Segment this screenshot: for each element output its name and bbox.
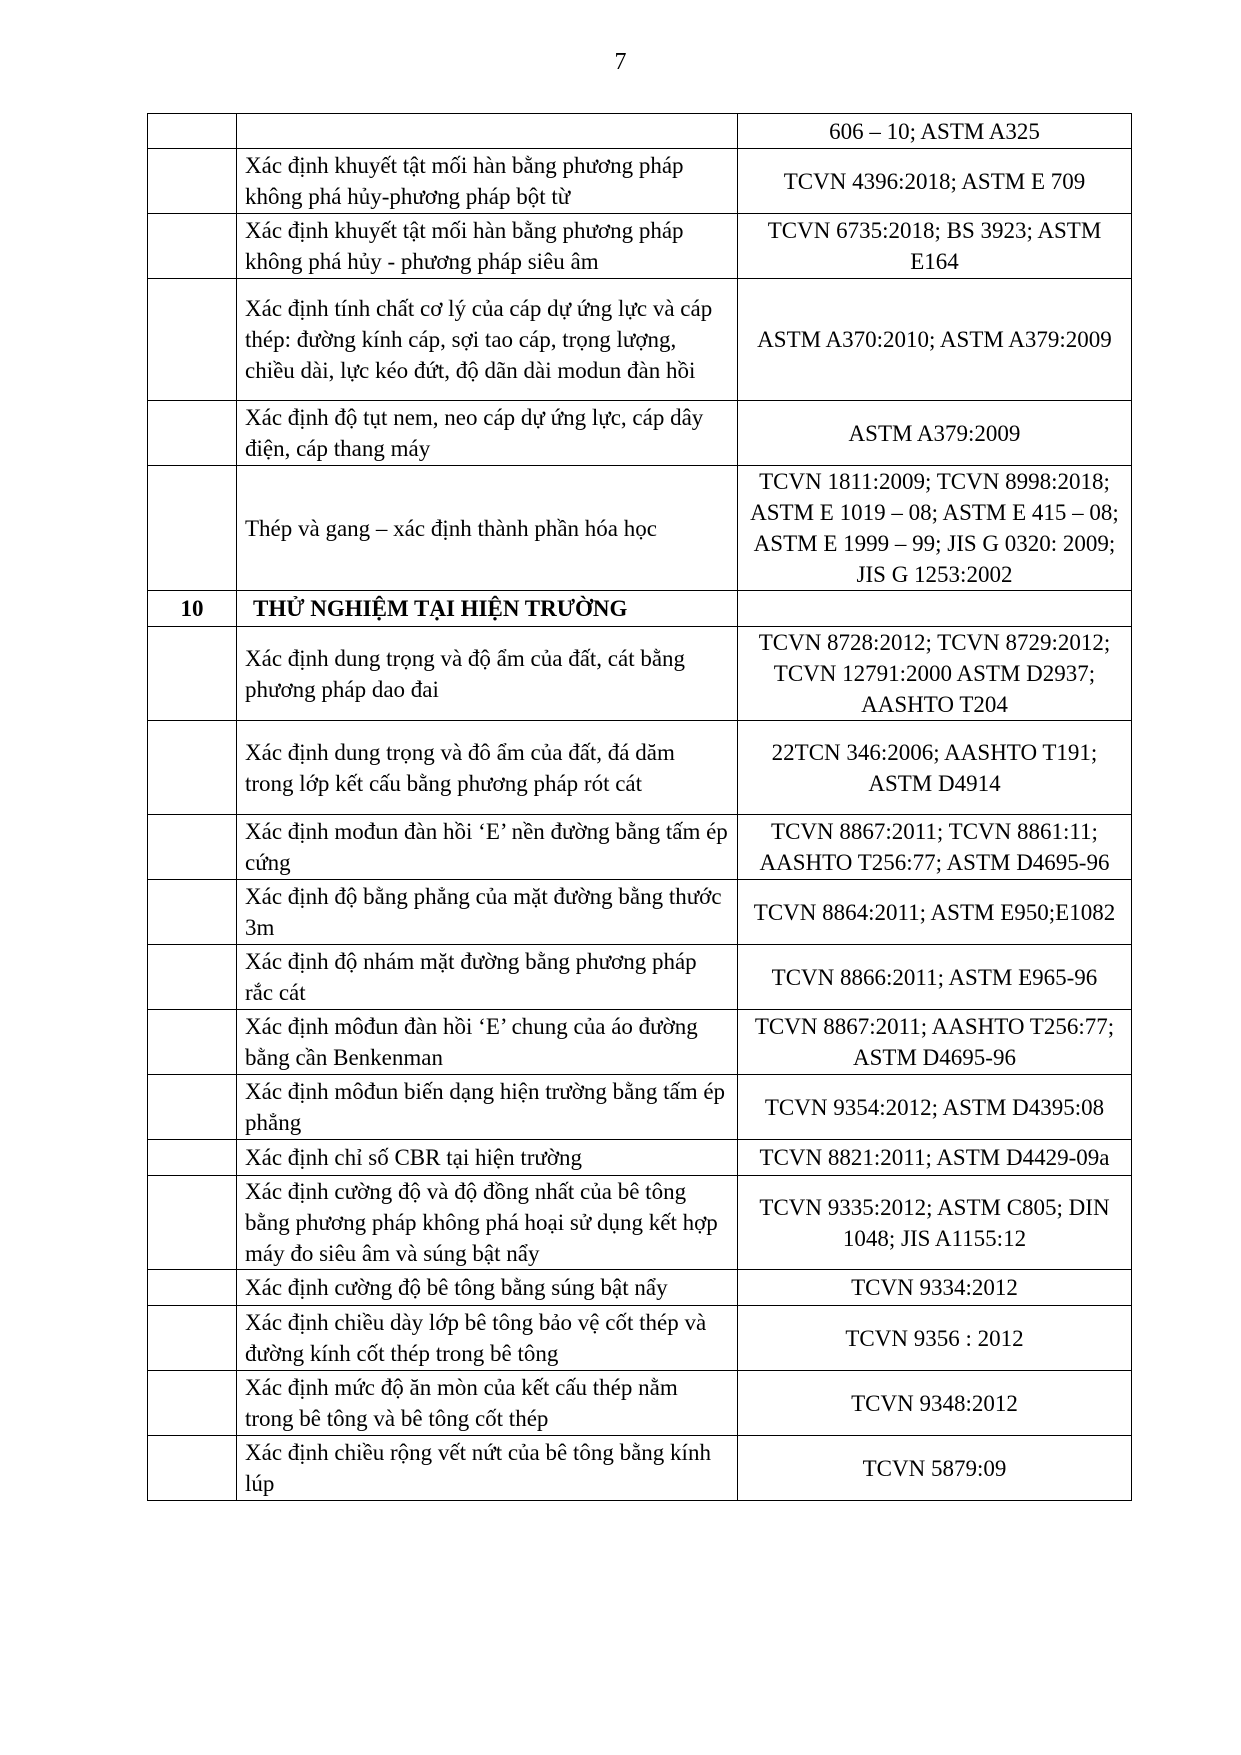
row-number-cell: [148, 815, 237, 880]
test-name-cell: Xác định mođun đàn hồi ‘E’ nền đường bằng tấm ép cứng: [237, 815, 738, 880]
standard-cell: TCVN 1811:2009; TCVN 8998:2018; ASTM E 1019 – 08; ASTM E 415 – 08; ASTM E 1999 – 99; JIS G 0320: 2009; JIS G 1253:2002: [738, 466, 1132, 591]
standard-cell: 606 – 10; ASTM A325: [738, 114, 1132, 149]
row-number-cell: [148, 466, 237, 591]
table-row: [148, 279, 1132, 401]
standard-cell: TCVN 5879:09: [738, 1436, 1132, 1501]
test-name-cell: Xác định độ tụt nem, neo cáp dự ứng lực, cáp dây điện, cáp thang máy: [237, 401, 738, 466]
row-number-cell: [148, 1075, 237, 1140]
standard-cell: TCVN 9354:2012; ASTM D4395:08: [738, 1075, 1132, 1140]
test-name-cell: Xác định chiều dày lớp bê tông bảo vệ cốt thép và đường kính cốt thép trong bê tông: [237, 1306, 738, 1371]
test-name-cell: THỬ NGHIỆM TẠI HIỆN TRƯỜNG: [237, 591, 738, 627]
table-row: [148, 1140, 1132, 1176]
row-number-cell: [148, 149, 237, 214]
row-number-cell: [148, 214, 237, 279]
table-row: [148, 1176, 1132, 1270]
row-number-cell: [148, 114, 237, 149]
page-number: 7: [614, 49, 627, 75]
test-name-cell: Xác định độ nhám mặt đường bằng phương pháp rắc cát: [237, 945, 738, 1010]
test-name-cell: Xác định khuyết tật mối hàn bằng phương pháp không phá hủy - phương pháp siêu âm: [237, 214, 738, 279]
test-name-cell: Xác định môđun biến dạng hiện trường bằng tấm ép phẳng: [237, 1075, 738, 1140]
standard-cell: TCVN 6735:2018; BS 3923; ASTM E164: [738, 214, 1132, 279]
test-name-cell: [237, 114, 738, 149]
standard-cell: TCVN 8867:2011; AASHTO T256:77; ASTM D4695-96: [738, 1010, 1132, 1075]
row-number-cell: [148, 279, 237, 401]
test-name-cell: Xác định dung trọng và độ ẩm của đất, cát bằng phương pháp dao đai: [237, 627, 738, 721]
standard-cell: TCVN 9356 : 2012: [738, 1306, 1132, 1371]
row-number-cell: [148, 945, 237, 1010]
test-name-cell: Xác định chỉ số CBR tại hiện trường: [237, 1140, 738, 1176]
test-name-cell: Xác định môđun đàn hồi ‘E’ chung của áo đường bằng cần Benkenman: [237, 1010, 738, 1075]
test-name-cell: Xác định mức độ ăn mòn của kết cấu thép nằm trong bê tông và bê tông cốt thép: [237, 1371, 738, 1436]
test-name-cell: Xác định dung trọng và đô ẩm của đất, đá dăm trong lớp kết cấu bằng phương pháp rót cát: [237, 721, 738, 815]
standard-cell: TCVN 9334:2012: [738, 1270, 1132, 1306]
table-row: [148, 1270, 1132, 1306]
table-row: [148, 114, 1132, 149]
table-row: [148, 1075, 1132, 1140]
test-name-cell: Xác định khuyết tật mối hàn bằng phương pháp không phá hủy-phương pháp bột từ: [237, 149, 738, 214]
table-row: [148, 1371, 1132, 1436]
table-row: [148, 149, 1132, 214]
row-number-cell: 10: [148, 591, 237, 627]
test-name-cell: Xác định cường độ bê tông bằng súng bật nẩy: [237, 1270, 738, 1306]
standard-cell: 22TCN 346:2006; AASHTO T191; ASTM D4914: [738, 721, 1132, 815]
row-number-cell: [148, 1270, 237, 1306]
standard-cell: TCVN 8864:2011; ASTM E950;E1082: [738, 880, 1132, 945]
row-number-cell: [148, 721, 237, 815]
test-name-cell: Xác định chiều rộng vết nứt của bê tông bằng kính lúp: [237, 1436, 738, 1501]
standard-cell: ASTM A370:2010; ASTM A379:2009: [738, 279, 1132, 401]
row-number-cell: [148, 1140, 237, 1176]
table-row: [148, 1436, 1132, 1501]
table-row: [148, 1306, 1132, 1371]
table-row: [148, 401, 1132, 466]
row-number-cell: [148, 1306, 237, 1371]
test-name-cell: Xác định cường độ và độ đồng nhất của bê tông bằng phương pháp không phá hoại sử dụng kết hợp máy đo siêu âm và súng bật nẩy: [237, 1176, 738, 1270]
table-row: [148, 721, 1132, 815]
standard-cell: TCVN 9335:2012; ASTM C805; DIN 1048; JIS A1155:12: [738, 1176, 1132, 1270]
table-row: [148, 945, 1132, 1010]
row-number-cell: [148, 627, 237, 721]
section-header-row: [148, 591, 1132, 627]
standards-table: [147, 113, 1132, 1501]
test-name-cell: Xác định độ bằng phẳng của mặt đường bằng thước 3m: [237, 880, 738, 945]
standard-cell: TCVN 8821:2011; ASTM D4429-09a: [738, 1140, 1132, 1176]
standard-cell: TCVN 8728:2012; TCVN 8729:2012; TCVN 12791:2000 ASTM D2937; AASHTO T204: [738, 627, 1132, 721]
standard-cell: [738, 591, 1132, 627]
row-number-cell: [148, 1176, 237, 1270]
table-row: [148, 1010, 1132, 1075]
standard-cell: TCVN 4396:2018; ASTM E 709: [738, 149, 1132, 214]
table-row: [148, 815, 1132, 880]
standard-cell: TCVN 8867:2011; TCVN 8861:11; AASHTO T256:77; ASTM D4695-96: [738, 815, 1132, 880]
test-name-cell: Thép và gang – xác định thành phần hóa học: [237, 466, 738, 591]
standard-cell: TCVN 8866:2011; ASTM E965-96: [738, 945, 1132, 1010]
table-row: [148, 880, 1132, 945]
table-row: [148, 214, 1132, 279]
row-number-cell: [148, 1371, 237, 1436]
table-row: [148, 627, 1132, 721]
row-number-cell: [148, 401, 237, 466]
row-number-cell: [148, 1010, 237, 1075]
standard-cell: ASTM A379:2009: [738, 401, 1132, 466]
table-row: [148, 466, 1132, 591]
test-name-cell: Xác định tính chất cơ lý của cáp dự ứng lực và cáp thép: đường kính cáp, sợi tao cáp, trọng lượng, chiều dài, lực kéo đứt, độ dãn dài modun đàn hồi: [237, 279, 738, 401]
standard-cell: TCVN 9348:2012: [738, 1371, 1132, 1436]
row-number-cell: [148, 1436, 237, 1501]
table-body: [148, 114, 1132, 1501]
row-number-cell: [148, 880, 237, 945]
